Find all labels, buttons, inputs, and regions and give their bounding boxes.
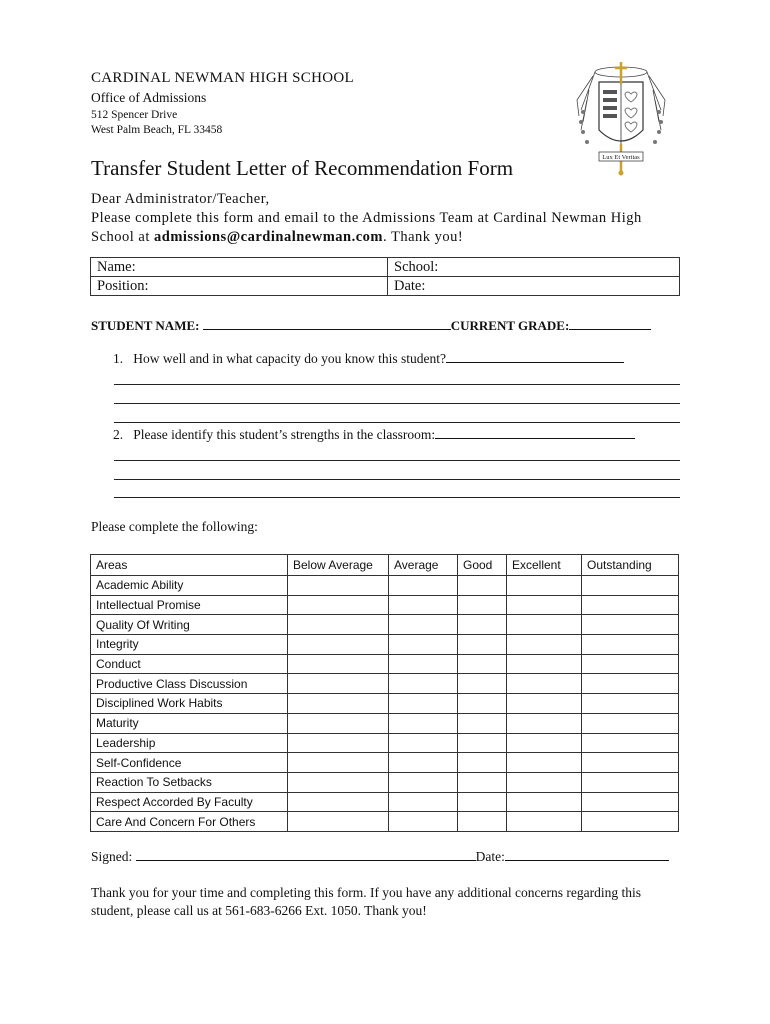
- rating-cell[interactable]: [582, 713, 679, 733]
- school-crest-logo: [573, 60, 669, 178]
- answer-line[interactable]: [114, 479, 680, 480]
- rating-cell[interactable]: [507, 674, 582, 694]
- area-label: Integrity: [91, 635, 288, 655]
- rating-cell[interactable]: [288, 674, 389, 694]
- rating-cell[interactable]: [458, 753, 507, 773]
- rating-intro: Please complete the following:: [91, 519, 258, 534]
- rating-cell[interactable]: [507, 792, 582, 812]
- question-2-blank[interactable]: [435, 426, 635, 439]
- crest-motto: Lux Et Veritas: [602, 154, 640, 161]
- rating-cell[interactable]: [389, 595, 458, 615]
- rating-cell[interactable]: [288, 733, 389, 753]
- signature-blank[interactable]: [136, 848, 476, 861]
- question-1-number: 1.: [113, 351, 124, 366]
- rating-cell[interactable]: [288, 635, 389, 655]
- recommender-info-table: [90, 257, 680, 296]
- rating-cell[interactable]: [389, 772, 458, 792]
- header-below-average: Below Average: [288, 555, 389, 576]
- table-row: [91, 713, 679, 733]
- rating-cell[interactable]: [288, 713, 389, 733]
- question-1-text: How well and in what capacity do you know this student?: [133, 351, 446, 366]
- date-label: Date:: [394, 278, 426, 294]
- area-label: Leadership: [91, 733, 288, 753]
- rating-cell[interactable]: [582, 694, 679, 714]
- school-label: School:: [394, 259, 439, 275]
- position-label: Position:: [97, 278, 149, 294]
- position-field[interactable]: [91, 277, 388, 296]
- header-good: Good: [458, 555, 507, 576]
- area-label: Disciplined Work Habits: [91, 694, 288, 714]
- rating-cell[interactable]: [389, 792, 458, 812]
- table-row: [91, 635, 679, 655]
- rating-cell[interactable]: [288, 694, 389, 714]
- date-field[interactable]: [388, 277, 680, 296]
- rating-cell[interactable]: [288, 595, 389, 615]
- rating-cell[interactable]: [288, 772, 389, 792]
- answer-line[interactable]: [114, 403, 680, 404]
- rating-cell[interactable]: [507, 635, 582, 655]
- student-info-line: [91, 317, 681, 334]
- rating-cell[interactable]: [458, 792, 507, 812]
- rating-cell[interactable]: [507, 753, 582, 773]
- rating-cell[interactable]: [582, 772, 679, 792]
- area-label: Academic Ability: [91, 576, 288, 596]
- rating-cell[interactable]: [582, 615, 679, 635]
- rating-cell[interactable]: [507, 576, 582, 596]
- rating-cell[interactable]: [389, 576, 458, 596]
- rating-cell[interactable]: [507, 733, 582, 753]
- rating-cell[interactable]: [582, 654, 679, 674]
- table-row: [91, 753, 679, 773]
- rating-cell[interactable]: [582, 792, 679, 812]
- rating-cell[interactable]: [458, 635, 507, 655]
- table-row: [91, 812, 679, 832]
- answer-line[interactable]: [114, 422, 680, 423]
- rating-cell[interactable]: [458, 674, 507, 694]
- student-name-blank[interactable]: [203, 317, 451, 330]
- rating-cell[interactable]: [288, 753, 389, 773]
- answer-line[interactable]: [114, 460, 680, 461]
- area-label: Self-Confidence: [91, 753, 288, 773]
- salutation: Dear Administrator/Teacher,: [91, 191, 270, 207]
- table-row: [91, 654, 679, 674]
- rating-cell[interactable]: [389, 654, 458, 674]
- table-row: [91, 694, 679, 714]
- office-name: Office of Admissions: [91, 90, 207, 105]
- rating-cell[interactable]: [507, 694, 582, 714]
- rating-cell[interactable]: [389, 694, 458, 714]
- table-row: [91, 615, 679, 635]
- area-label: Reaction To Setbacks: [91, 772, 288, 792]
- letter-body: Please complete this form and email to the Admissions Team at Cardinal Newman High School at admissions@cardinalnewman.com. Thank you!: [91, 210, 642, 245]
- rating-cell[interactable]: [288, 812, 389, 832]
- rating-cell[interactable]: [288, 576, 389, 596]
- signed-label: Signed:: [91, 849, 133, 864]
- rating-cell[interactable]: [389, 812, 458, 832]
- rating-cell[interactable]: [389, 753, 458, 773]
- rating-cell[interactable]: [582, 674, 679, 694]
- table-row: [91, 792, 679, 812]
- rating-cell[interactable]: [507, 654, 582, 674]
- rating-cell[interactable]: [389, 733, 458, 753]
- rating-cell[interactable]: [389, 713, 458, 733]
- rating-cell[interactable]: [582, 595, 679, 615]
- rating-cell[interactable]: [389, 615, 458, 635]
- address-line-1: 512 Spencer Drive: [91, 109, 178, 121]
- rating-cell[interactable]: [458, 654, 507, 674]
- table-row: [91, 772, 679, 792]
- closing-text: Thank you for your time and completing this form. If you have any additional concerns regarding this student, please call us at 561-683-6266 Ext. 1050. Thank you!: [91, 885, 641, 918]
- rating-cell[interactable]: [458, 595, 507, 615]
- area-label: Care And Concern For Others: [91, 812, 288, 832]
- answer-line[interactable]: [114, 384, 680, 385]
- area-label: Quality Of Writing: [91, 615, 288, 635]
- question-1-blank[interactable]: [446, 350, 624, 363]
- rating-cell[interactable]: [288, 654, 389, 674]
- area-label: Productive Class Discussion: [91, 674, 288, 694]
- table-row: [91, 733, 679, 753]
- rating-cell[interactable]: [458, 713, 507, 733]
- question-2-number: 2.: [113, 427, 124, 442]
- rating-cell[interactable]: [389, 635, 458, 655]
- signature-line: [91, 848, 669, 865]
- admissions-email: admissions@cardinalnewman.com: [154, 229, 383, 245]
- question-2: [113, 426, 635, 443]
- area-label: Respect Accorded By Faculty: [91, 792, 288, 812]
- question-2-text: Please identify this student’s strengths in the classroom:: [133, 427, 436, 442]
- current-grade-blank[interactable]: [569, 317, 651, 330]
- rating-cell[interactable]: [582, 753, 679, 773]
- rating-table: [90, 554, 679, 832]
- rating-cell[interactable]: [288, 615, 389, 635]
- table-row: [91, 674, 679, 694]
- rating-cell[interactable]: [507, 615, 582, 635]
- current-grade-label: CURRENT GRADE:: [450, 318, 570, 333]
- rating-cell[interactable]: [507, 772, 582, 792]
- header-excellent: Excellent: [507, 555, 582, 576]
- school-field[interactable]: [388, 258, 680, 277]
- header-outstanding: Outstanding: [582, 555, 679, 576]
- answer-line[interactable]: [114, 497, 680, 498]
- rating-cell[interactable]: [582, 812, 679, 832]
- name-field[interactable]: [91, 258, 388, 277]
- header-areas: Areas: [91, 555, 288, 576]
- question-1: [113, 350, 624, 367]
- rating-cell[interactable]: [288, 792, 389, 812]
- area-label: Conduct: [91, 654, 288, 674]
- rating-cell[interactable]: [458, 812, 507, 832]
- name-label: Name:: [97, 259, 136, 275]
- area-label: Intellectual Promise: [91, 595, 288, 615]
- signature-date-label: Date:: [475, 849, 505, 864]
- rating-cell[interactable]: [582, 733, 679, 753]
- signature-date-blank[interactable]: [505, 848, 669, 861]
- form-title: Transfer Student Letter of Recommendation Form: [91, 156, 514, 180]
- rating-cell[interactable]: [458, 694, 507, 714]
- address-line-2: West Palm Beach, FL 33458: [91, 124, 223, 136]
- rating-cell[interactable]: [582, 635, 679, 655]
- rating-cell[interactable]: [507, 713, 582, 733]
- rating-cell[interactable]: [458, 733, 507, 753]
- table-row: [91, 576, 679, 596]
- rating-cell[interactable]: [458, 772, 507, 792]
- rating-cell[interactable]: [389, 674, 458, 694]
- rating-cell[interactable]: [582, 576, 679, 596]
- rating-cell[interactable]: [507, 595, 582, 615]
- student-name-label: STUDENT NAME:: [91, 318, 200, 333]
- rating-cell[interactable]: [507, 812, 582, 832]
- rating-cell[interactable]: [458, 576, 507, 596]
- rating-cell[interactable]: [458, 615, 507, 635]
- rating-header-row: [91, 555, 679, 576]
- letter-text: [91, 190, 651, 247]
- table-row: [91, 595, 679, 615]
- area-label: Maturity: [91, 713, 288, 733]
- header-average: Average: [389, 555, 458, 576]
- school-name: CARDINAL NEWMAN HIGH SCHOOL: [91, 70, 354, 86]
